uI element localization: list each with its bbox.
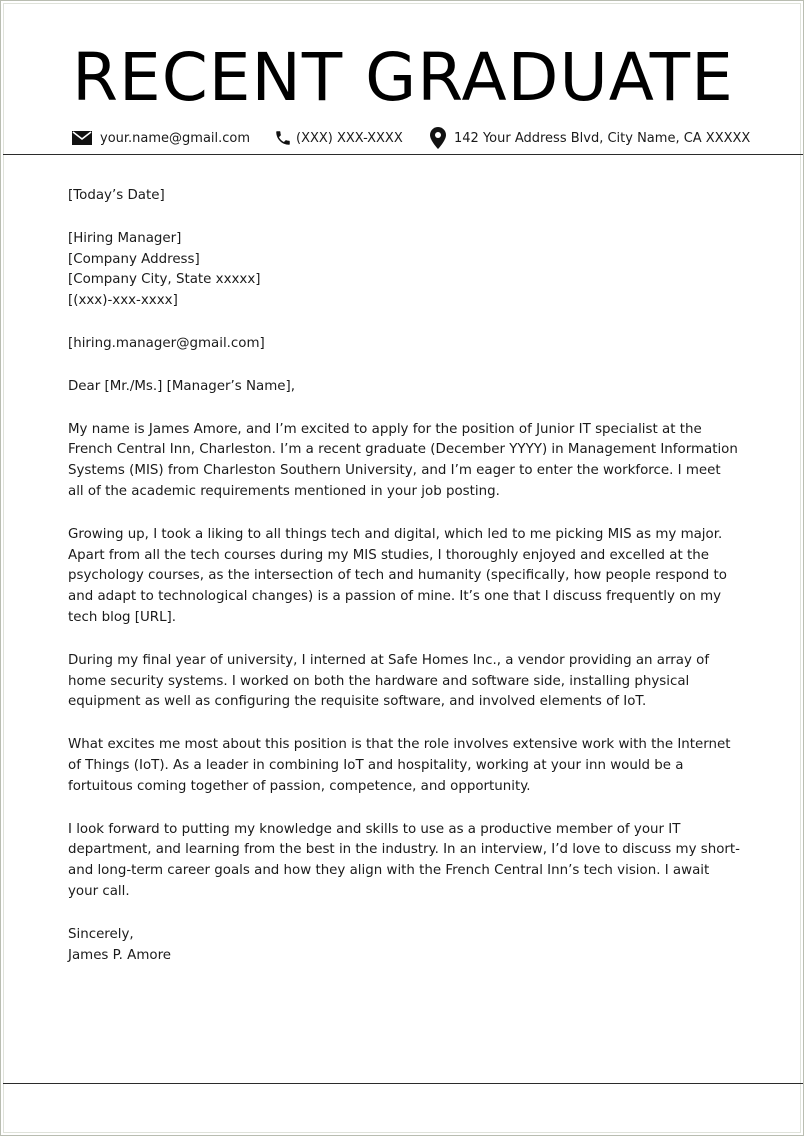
address-text: 142 Your Address Blvd, City Name, CA XXXXX — [454, 130, 751, 146]
recipient-line: [Company City, State xxxxx] — [68, 272, 261, 288]
paragraph: What excites me most about this position is that the role involves extensive work with the Internet of Things (IoT). As a leader in combining IoT and hospitality, working at your inn would be a fortuitous coming together of passion, competence, and opportunity. — [68, 737, 731, 794]
map-pin-icon — [430, 127, 446, 149]
salutation: Dear [Mr./Ms.] [Manager’s Name], — [68, 378, 295, 394]
email-text: your.name@gmail.com — [100, 130, 251, 146]
recipient-line: [(xxx)-xxx-xxxx] — [68, 293, 178, 309]
paragraph: I look forward to putting my knowledge and skills to use as a productive member of your IT department, and learning from the best in the industry. In an interview, I’d love to discuss my short- and long-term career goals and how they align with the French Central Inn’s tech vision. I await your call. — [68, 821, 740, 899]
letter-date: [Today’s Date] — [68, 188, 165, 203]
footer-divider — [3, 1083, 803, 1084]
paragraph: Growing up, I took a liking to all things tech and digital, which led to me picking MIS as my major. Apart from all the tech courses during my MIS studies, I thoroughly enjoyed and excelled at the psychology courses, as the intersection of tech and humanity (specifically, how people respond to and adapt to technological changes) is a passion of mine. It’s one that I discuss frequently on my tech blog [URL]. — [68, 526, 727, 625]
recipient-email: [hiring.manager@gmail.com] — [68, 335, 265, 351]
contact-email — [72, 126, 250, 150]
contact-address — [430, 126, 750, 150]
paragraph: My name is James Amore, and I’m excited to apply for the position of Junior IT specialist at the French Central Inn, Charleston. I’m a recent graduate (December YYYY) in Management Information Systems (MIS) from Charleston Southern University, and I’m eager to enter the workforce. I meet all of the academic requirements mentioned in your job posting. — [68, 421, 738, 499]
signature-name: James P. Amore — [68, 947, 172, 963]
header-divider — [3, 154, 803, 155]
letter-body — [68, 186, 740, 966]
page-title: RECENT GRADUATE — [72, 39, 734, 116]
recipient-line: [Hiring Manager] — [68, 230, 182, 246]
paragraph: During my final year of university, I interned at Safe Homes Inc., a vendor providing an array of home security systems. I worked on both the hardware and software side, installing physical equipment as well as configuring the requisite software, and involved elements of IoT. — [68, 652, 710, 710]
contact-phone — [274, 126, 403, 150]
phone-text: (XXX) XXX-XXXX — [296, 130, 403, 146]
closing: Sincerely, — [68, 926, 134, 942]
recipient-line: [Company Address] — [68, 251, 200, 267]
envelope-icon — [72, 131, 92, 145]
phone-icon — [274, 129, 292, 147]
